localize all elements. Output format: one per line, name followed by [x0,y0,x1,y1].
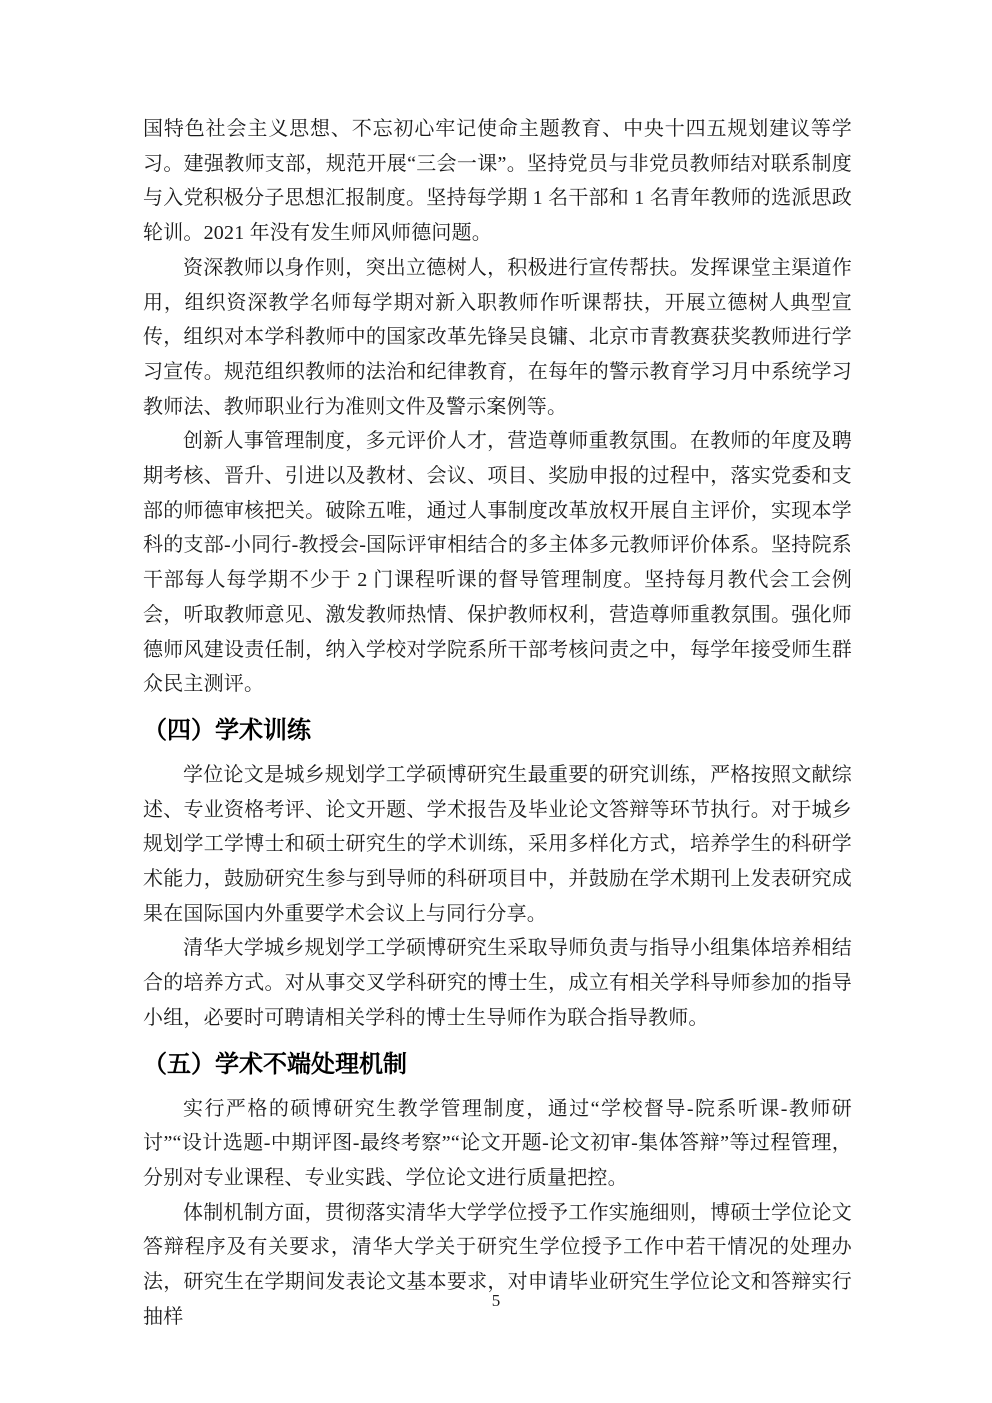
paragraph-senior-teachers: 资深教师以身作则，突出立德树人，积极进行宣传帮扶。发挥课堂主渠道作用，组织资深教学名师每学期对新入职教师作听课帮扶，开展立德树人典型宣传，组织对本学科教师中的国家改革先锋吴良镛、北京市青教赛获奖教师进行学习宣传。规范组织教师的法治和纪律教育，在每年的警示教育学习月中系统学习教师法、教师职业行为准则文件及警示案例等。 [143,256,852,418]
paragraph-party-education: 国特色社会主义思想、不忘初心牢记使命主题教育、中央十四五规划建议等学习。建强教师支部，规范开展“三会一课”。坚持党员与非党员教师结对联系制度与入党积极分子思想汇报制度。坚持每学期 1 名干部和 1 名青年教师的选派思政轮训。2021 年没有发生师风师德问题。 [143,118,852,245]
section-heading-misconduct-mechanism: （五）学术不端处理机制 [143,1050,407,1078]
paragraph-degree-regulations: 体制机制方面，贯彻落实清华大学学位授予工作实施细则，博硕士学位论文答辩程序及有关要求，清华大学关于研究生学位授予工作中若干情况的处理办法，研究生在学期间发表论文基本要求，对申请毕业研究生学位论文和答辩实行抽样 [143,1201,852,1328]
page-number: 5 [491,1291,501,1310]
paragraph-teaching-management: 实行严格的硕博研究生教学管理制度，通过“学校督导-院系听课-教师研讨”“设计选题-中期评图-最终考察”“论文开题-论文初审-集体答辩”等过程管理，分别对专业课程、专业实践、学位论文进行质量把控。 [143,1097,852,1189]
paragraph-supervisor-group: 清华大学城乡规划学工学硕博研究生采取导师负责与指导小组集体培养相结合的培养方式。对从事交叉学科研究的博士生，成立有相关学科导师参加的指导小组，必要时可聘请相关学科的博士生导师作为联合指导教师。 [143,937,852,1029]
paragraph-hr-management: 创新人事管理制度，多元评价人才，营造尊师重教氛围。在教师的年度及聘期考核、晋升、引进以及教材、会议、项目、奖励申报的过程中，落实党委和支部的师德审核把关。破除五唯，通过人事制度改革放权开展自主评价，实现本学科的支部-小同行-教授会-国际评审相结合的多主体多元教师评价体系。坚持院系干部每人每学期不少于 2 门课程听课的督导管理制度。坚持每月教代会工会例会，听取教师意见、激发教师热情、保护教师权利，营造尊师重教氛围。强化师德师风建设责任制，纳入学校对学院系所干部考核问责之中，每学年接受师生群众民主测评。 [143,430,852,696]
section-heading-academic-training: （四）学术训练 [143,716,311,744]
paragraph-thesis-training: 学位论文是城乡规划学工学硕博研究生最重要的研究训练，严格按照文献综述、专业资格考评、论文开题、学术报告及毕业论文答辩等环节执行。对于城乡规划学工学博士和硕士研究生的学术训练，采用多样化方式，培养学生的科研学术能力，鼓励研究生参与到导师的科研项目中，并鼓励在学术期刊上发表研究成果在国际国内外重要学术会议上与同行分享。 [143,763,852,925]
document-body [143,112,852,1335]
